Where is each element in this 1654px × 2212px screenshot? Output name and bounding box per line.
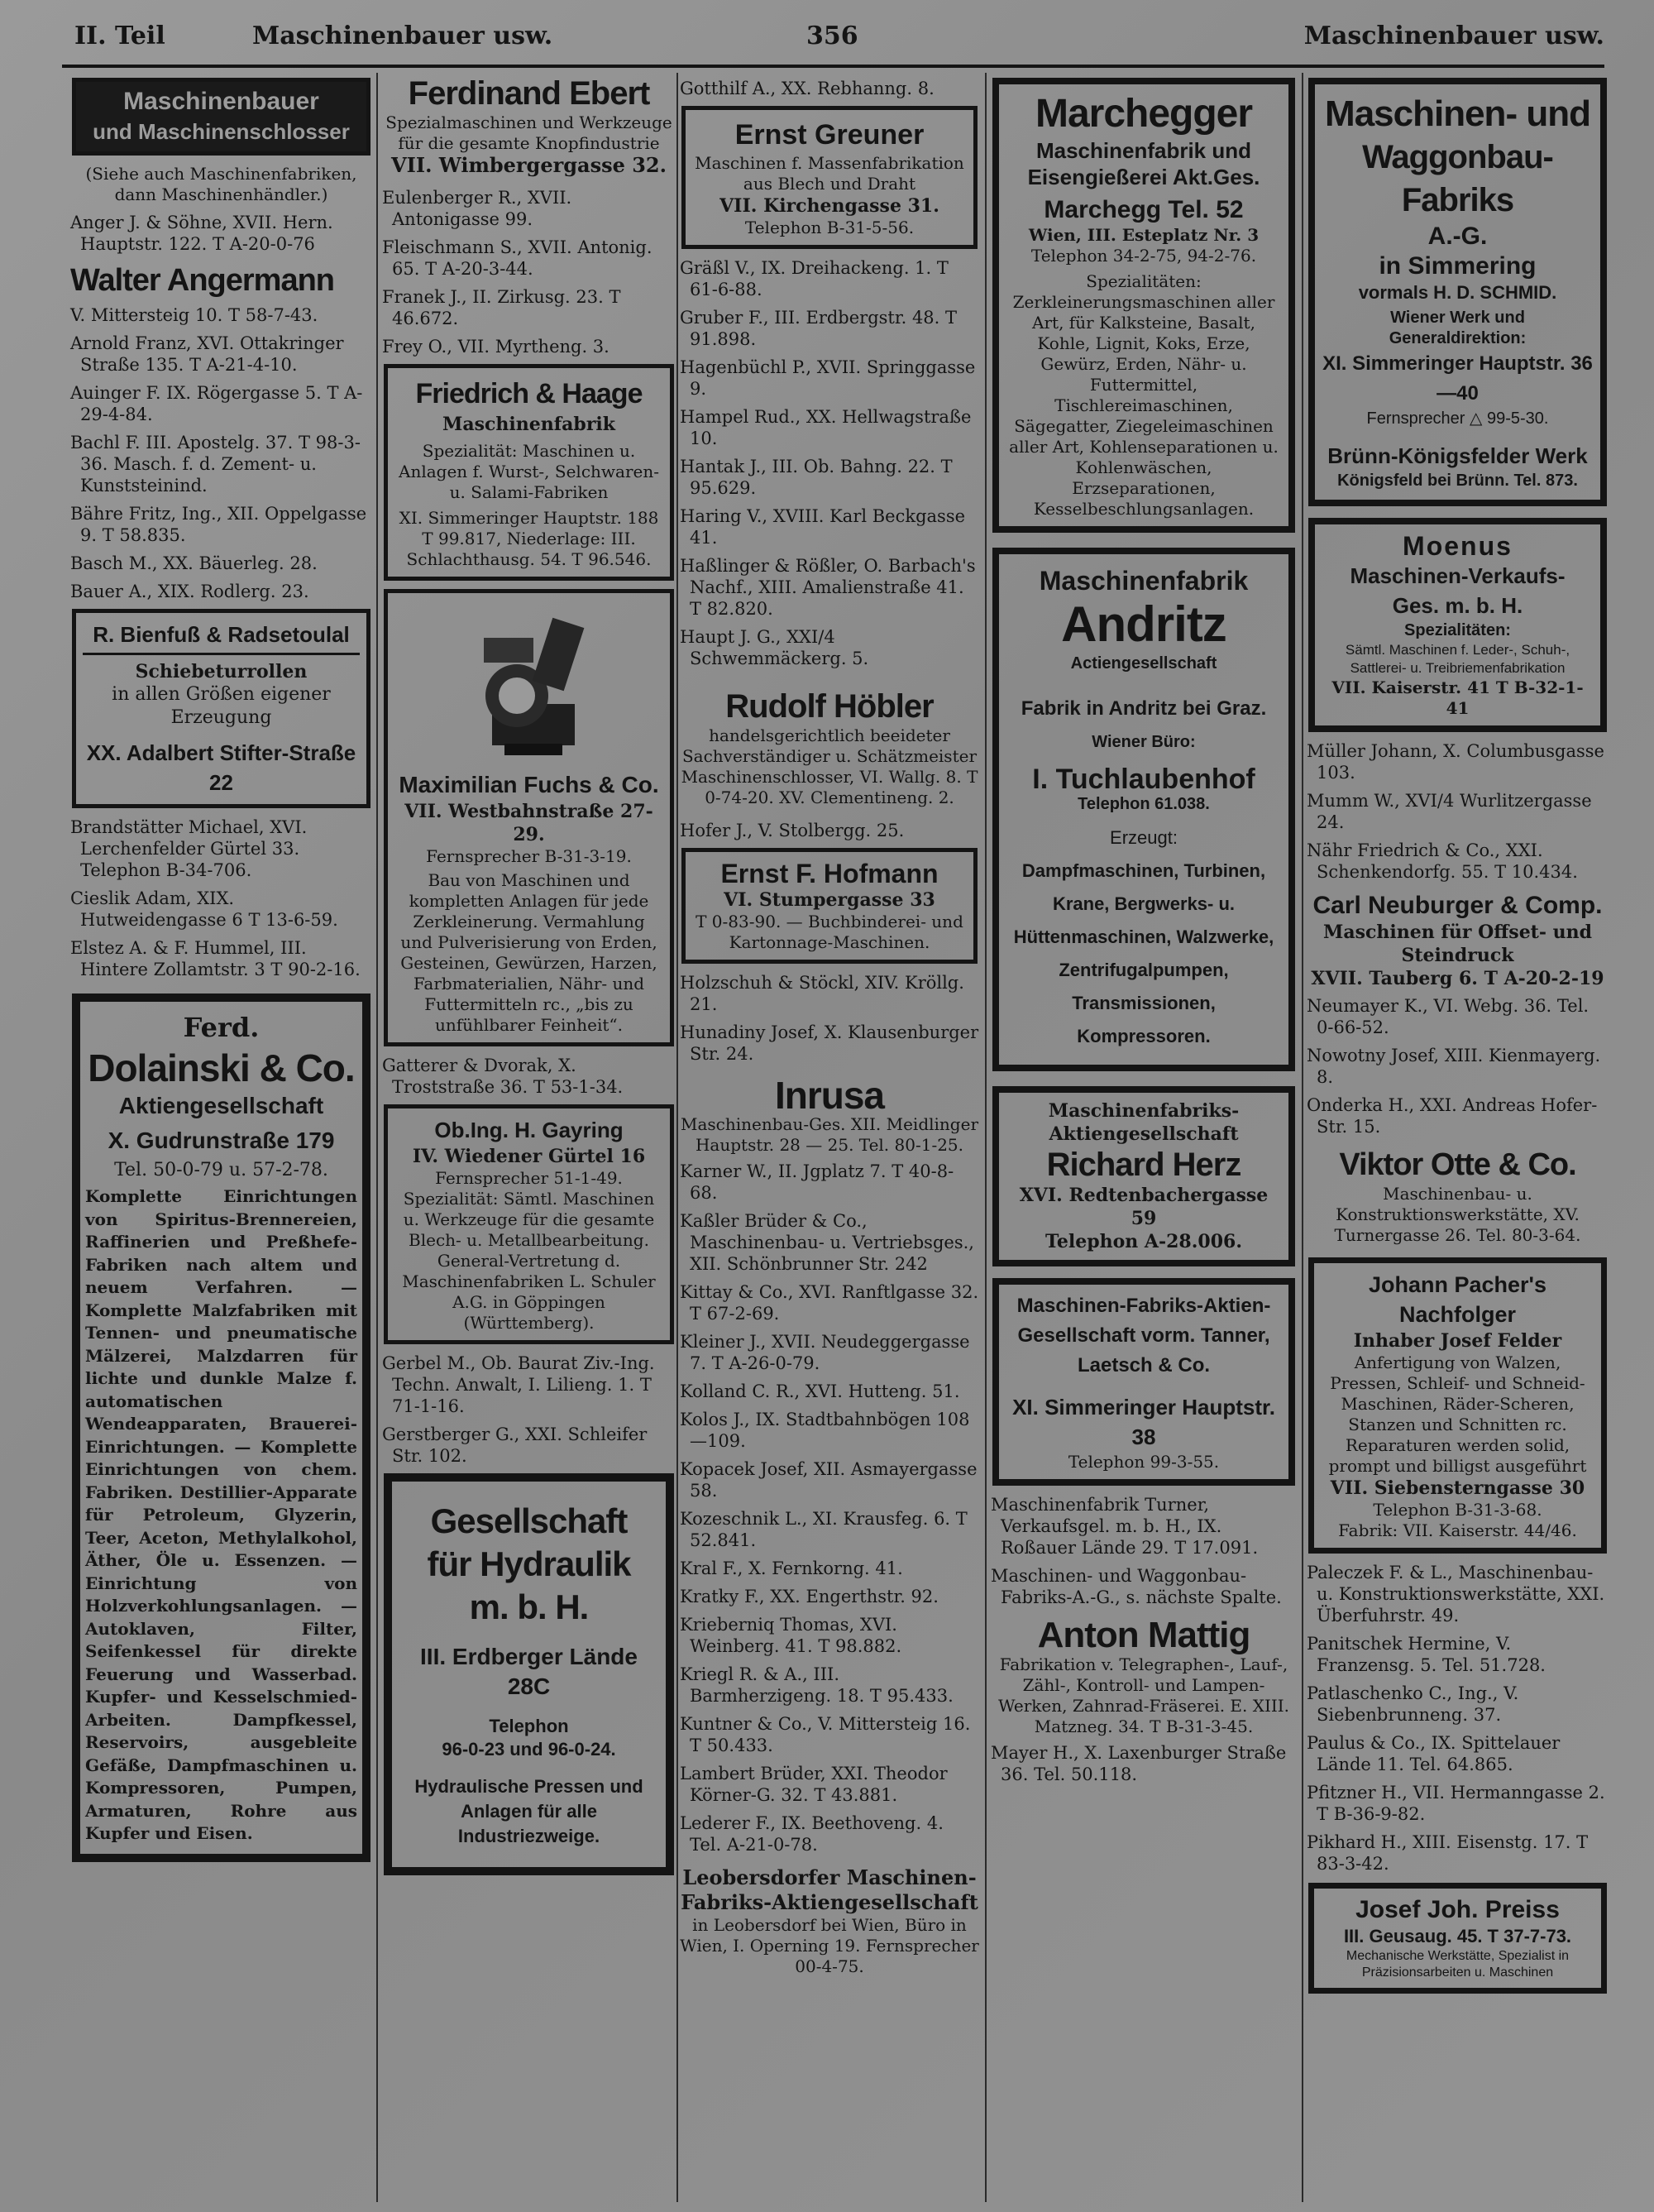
- listing-entry: Kolland C. R., XVI. Hutteng. 51.: [680, 1381, 960, 1401]
- advert-address: XI. Simmeringer Hauptstr. 36—40: [1322, 352, 1593, 405]
- advert-name: Leobersdorfer Maschinen-Fabriks-Aktiengesellschaft: [681, 1865, 978, 1914]
- advert-mattig: [991, 1616, 1297, 1737]
- listing-entry: Gerstberger G., XXI. Schleifer Str. 102.: [382, 1424, 648, 1466]
- listing-entry: Gräßl V., IX. Dreihackeng. 1. T 61-6-88.: [680, 258, 949, 299]
- advert-name: Maschinen- und: [1325, 93, 1590, 134]
- column-rule: [1302, 73, 1303, 2202]
- advert-text: Spezialitäten: Zerkleinerungsmaschinen aller Art, für Kalksteine, Basalt, Kohle, Lignit, Koks, Erze, Gewürz, Erden, Nähr- u. Futtermittel, Tischlereimaschinen, Sägegatter, Ziegeleimaschinen aller Art, Kohlenseparationen u. Kohlenwäschen, Erzseparationen, Kesselbeschlungsanlagen.: [1009, 271, 1279, 519]
- advert-text: Mechanische Werkstätte, Spezialist in Präzisionsarbeiten u. Maschinen: [1346, 1949, 1570, 1980]
- listing-entry: Neumayer K., VI. Webg. 36. Tel. 0-66-52.: [1307, 996, 1589, 1037]
- listing-entry: Elstez A. & F. Hummel, III. Hintere Zollamtstr. 3 T 90-2-16.: [70, 938, 361, 979]
- advert-text: in Leobersdorf bei Wien, Büro in Wien, I. Operning 19. Fernsprecher 00-4-75.: [680, 1915, 979, 1976]
- advert-address: Fabrik: VII. Kaiserstr. 44/46.: [1338, 1520, 1577, 1540]
- advert-name: Rudolf Höbler: [725, 688, 934, 725]
- listing-entry: Kopacek Josef, XII. Asmayergasse 58.: [680, 1459, 978, 1501]
- listing-entry: Haßlinger & Rößler, O. Barbach's Nachf., XIII. Amalienstraße 41. T 82.820.: [680, 556, 976, 619]
- listing-entry: Patlaschenko C., Ing., V. Siebenbrunneng. 37.: [1307, 1683, 1519, 1725]
- column-1: [70, 73, 372, 2202]
- advert-name: Carl Neuburger & Comp.: [1312, 892, 1603, 919]
- advert-friedrich-haage: [384, 364, 674, 581]
- advert-text: Maschinenbau- u. Konstruktionswerkstätte, XV. Turnergasse 26. Tel. 80-3-64.: [1334, 1184, 1581, 1245]
- advert-address: VII. Westbahnstraße 27-29.: [404, 801, 653, 845]
- advert-text: Maschinen f. Massenfabrikation aus Blech und Draht: [695, 153, 964, 194]
- advert-phone: Fernsprecher △ 99-5-30.: [1366, 409, 1549, 428]
- advert-otte: [1307, 1146, 1609, 1246]
- advert-fuchs: [384, 589, 674, 1046]
- part-label: II. Teil: [74, 22, 165, 50]
- advert-address: XI. Simmeringer Hauptstr. 38: [1012, 1395, 1275, 1449]
- advert-address: XI. Simmeringer Hauptstr. 188: [399, 508, 659, 528]
- advert-phone: Fernsprecher B-31-3-19.: [426, 846, 632, 866]
- listing-entry: Franek J., II. Zirkusg. 23. T 46.672.: [382, 287, 621, 328]
- page-header: [74, 18, 1604, 60]
- listing-entry: Panitschek Hermine, V. Franzensg. 5. Tel. 51.728.: [1307, 1634, 1546, 1675]
- listing-entry: Kaßler Brüder & Co., Maschinenbau- u. Vertriebsges., XII. Schönbrunner Str. 242: [680, 1211, 974, 1274]
- listing-entry: Brandstätter Michael, XVI. Lerchenfelder Gürtel 33. Telephon B-34-706.: [70, 817, 308, 880]
- column-4: [991, 73, 1297, 2202]
- advert-address: VII. Kaiserstr. 41 T B-32-1-41: [1331, 677, 1584, 718]
- advert-text: Maschinenfabrik: [1039, 566, 1249, 596]
- advert-phone: Fernsprecher 51-1-49.: [435, 1168, 623, 1188]
- listing-entry: Krieberniq Thomas, XVI. Weinberg. 41. T 98.882.: [680, 1615, 902, 1656]
- advert-text: in allen Größen eigener Erzeugung: [112, 684, 331, 728]
- listing-entry: Holzschuh & Stöckl, XIV. Kröllg. 21.: [680, 973, 964, 1014]
- advert-marchegger: [992, 78, 1295, 533]
- listing-entry: Hampel Rud., XX. Hellwagstraße 10.: [680, 407, 972, 448]
- listing-entry: Maschinenfabrik Turner, Verkaufsgel. m. b. H., IX. Roßauer Lände 29. T 17.091.: [991, 1495, 1259, 1558]
- advert-name: Moenus: [1403, 531, 1513, 561]
- advert-name: Marchegger: [1035, 92, 1253, 136]
- advert-phone: Telephon 34-2-75, 94-2-76.: [1030, 246, 1257, 266]
- listing-entry: Gotthilf A., XX. Rebhanng. 8.: [680, 79, 935, 98]
- listing-entry: Kittay & Co., XVI. Ranftlgasse 32. T 67-2-69.: [680, 1282, 979, 1324]
- advert-name: Maschinen-Verkaufs-: [1350, 563, 1566, 588]
- advert-phone: 96-0-23 und 96-0-24.: [442, 1739, 616, 1760]
- advert-text: Wiener Werk und Generaldirektion:: [1389, 309, 1527, 347]
- advert-phone: Telephon B-31-5-56.: [744, 218, 915, 237]
- advert-hoebler: [680, 687, 979, 808]
- advert-neuburger: [1307, 891, 1609, 990]
- machine-illustration: [459, 605, 600, 762]
- advert-name: Waggonbau-Fabriks: [1362, 139, 1553, 218]
- advert-phone: Telephon A-28.006.: [1045, 1231, 1242, 1252]
- advert-herz: [992, 1086, 1295, 1266]
- listing-entry: Kral F., X. Fernkorng. 41.: [680, 1558, 903, 1578]
- advert-text: Maschinenfabriks-Aktiengesellschaft: [1048, 1100, 1240, 1145]
- advert-text: Ferd.: [183, 1012, 260, 1043]
- section-heading: [72, 78, 370, 156]
- listing-entry: Kolos J., IX. Stadtbahnbögen 108—109.: [680, 1410, 970, 1451]
- advert-text: Maschinenfabrik und Eisengießerei Akt.Ges.: [1027, 138, 1260, 189]
- advert-name: Maschinen-Fabriks-Aktien-: [1016, 1295, 1271, 1317]
- advert-name: Ferdinand Ebert: [408, 75, 650, 112]
- listing-entry: Hantak J., III. Ob. Bahng. 22. T 95.629.: [680, 457, 953, 498]
- listing-entry: Gerbel M., Ob. Baurat Ziv.-Ing. Techn. Anwalt, I. Lilieng. 1. T 71-1-16.: [382, 1353, 655, 1416]
- advert-address: VII. Siebensterngasse 30: [1330, 1477, 1585, 1499]
- advert-address: X. Gudrunstraße 179: [108, 1128, 335, 1153]
- header-rule: [62, 65, 1604, 68]
- listing-entry: Haring V., XVIII. Karl Beckgasse 41.: [680, 506, 966, 548]
- advert-name: Josef Joh. Preiss: [1355, 1896, 1560, 1923]
- listing-entry: Arnold Franz, XVI. Ottakringer Straße 135. T A-21-4-10.: [70, 333, 344, 375]
- advert-text: Actiengesellschaft: [1070, 654, 1217, 673]
- listing-entry: Anger J. & Söhne, XVII. Hern. Hauptstr. 122. T A-20-0-76: [70, 213, 333, 254]
- listing-entry: Pikhard H., XIII. Eisenstg. 17. T 83-3-42.: [1307, 1832, 1589, 1874]
- advert-text: Telephon: [489, 1716, 569, 1736]
- advert-hydraulik: [384, 1473, 674, 1875]
- advert-name: Ernst Greuner: [734, 119, 925, 151]
- listing-entry: Kleiner J., XVII. Neudeggergasse 7. T A-26-0-79.: [680, 1332, 970, 1373]
- listing-entry: Mayer H., X. Laxenburger Straße 36. Tel. 50.118.: [991, 1743, 1287, 1784]
- advert-pacher: [1308, 1257, 1607, 1554]
- advert-address: VII. Kirchengasse 31.: [719, 195, 939, 217]
- listing-entry: Maschinen- und Waggonbau-Fabriks-A.-G., s. nächste Spalte.: [991, 1566, 1282, 1607]
- advert-text: Sämtl. Maschinen f. Leder-, Schuh-, Sattlerei- u. Treibriemenfabrikation: [1345, 642, 1570, 676]
- listing-entry: Auinger F. IX. Rögergasse 5. T A-29-4-84.: [70, 383, 363, 424]
- advert-moenus: [1308, 518, 1607, 732]
- advert-text: Spezialität: Sämtl. Maschinen u. Werkzeuge für die gesamte Blech- u. Metallbearbeitung. General-Vertretung d. Maschinenfabriken L. Schuler A.G. in Göppingen (Württemberg).: [402, 1189, 656, 1333]
- advert-address: V. Mittersteig 10. T 58-7-43.: [70, 305, 318, 325]
- advert-phone: Telephon 99-3-55.: [1068, 1452, 1220, 1472]
- advert-name: für Hydraulik: [427, 1544, 631, 1583]
- listing-entry: Basch M., XX. Bäuerleg. 28.: [70, 553, 318, 573]
- advert-text: Maschinen für Offset- und Steindruck: [1322, 922, 1593, 966]
- advert-text: Wiener Büro:: [1092, 733, 1196, 751]
- advert-name: Inrusa: [774, 1074, 885, 1117]
- advert-name: Anton Mattig: [1037, 1615, 1250, 1655]
- listing-entry: Frey O., VII. Myrtheng. 3.: [382, 337, 609, 357]
- advert-name: m. b. H.: [469, 1587, 589, 1626]
- listing-entry: Nowotny Josef, XIII. Kienmayerg. 8.: [1307, 1046, 1601, 1087]
- listing-entry: Hagenbüchl P., XVII. Springgasse 9.: [680, 357, 976, 399]
- advert-text: Komplette Einrichtungen von Spiritus-Brennereien, Raffinerien und Preßhefe-Fabriken nach altem und neuem Verfahren. — Komplette Malzfabriken mit Tennen- und pneumatische Mälzerei, Malzdarren für lichte und dunkle Malze f. automatischen Wendeapparaten, Brauerei-Einrichtungen. — Komplette Einrichtungen von chem. Fabriken. Destillier-Apparate für Petroleum, Glyzerin, Teer, Aceton, Methylalkohol, Äther, Öle u. Essenzen. — Einrichtung von Holzverkohlungsanlagen. — Autoklaven, Filter, Seifenkessel für direkte Feuerung und Wasserbad. Kupfer- und Kesselschmied-Arbeiten. Dampfkessel, Reservoirs, ausgebleite Gefäße, Dampfmaschinen u. Kompressoren, Pumpen, Armaturen, Rohre aus Kupfer und Eisen.: [85, 1186, 357, 1843]
- listing-entry: Kuntner & Co., V. Mittersteig 16. T 50.433.: [680, 1714, 971, 1755]
- advert-address: Königsfeld bei Brünn. Tel. 873.: [1337, 472, 1578, 490]
- left-running-title: Maschinenbauer usw.: [252, 22, 553, 50]
- advert-name: A.-G.: [1427, 223, 1488, 250]
- advert-inrusa: [680, 1076, 979, 1156]
- advert-name: Gesellschaft vorm. Tanner,: [1017, 1324, 1270, 1347]
- advert-waggonbau: [1308, 78, 1607, 506]
- advert-address: XVI. Redtenbachergasse 59: [1019, 1185, 1269, 1229]
- advert-text: Bau von Maschinen und kompletten Anlagen für jede Zerkleinerung. Vermahlung und Pulverisierung von Erden, Gesteinen, Gewürzen, Harzen, Farbmaterialien, Nähr- und Futtermitteln rc., „bis zu unfühlbarer Feinheit“.: [400, 870, 657, 1035]
- advert-name: Walter Angermann: [70, 263, 335, 298]
- advert-address: XVII. Tauberg 6. T A-20-2-19: [1311, 968, 1604, 989]
- listing-entry: Lederer F., IX. Beethoveng. 4. Tel. A-21-0-78.: [680, 1813, 944, 1855]
- listing-entry: Gatterer & Dvorak, X. Troststraße 36. T 53-1-34.: [382, 1056, 624, 1097]
- advert-gayring: [384, 1104, 674, 1344]
- column-2: [382, 73, 676, 2202]
- listing-entry: Nähr Friedrich & Co., XXI. Schenkendorfg. 55. T 10.434.: [1307, 840, 1578, 882]
- advert-text: Dampfmaschinen, Turbinen, Krane, Bergwerks- u. Hüttenmaschinen, Walzwerke, Zentrifugalpumpen, Transmissionen, Kompressoren.: [1013, 860, 1274, 1046]
- advert-address: Wien, III. Esteplatz Nr. 3: [1028, 225, 1260, 245]
- advert-name: Ob.Ing. H. Gayring: [434, 1118, 624, 1142]
- listing-entry: Cieslik Adam, XIX. Hutweidengasse 6 T 13-6-59.: [70, 888, 338, 930]
- advert-text: vormals H. D. SCHMID.: [1358, 282, 1557, 303]
- see-also-note: (Siehe auch Maschinenfabriken, dann Maschinenhändler.): [85, 164, 357, 204]
- advert-text: Brünn-Königsfelder Werk: [1327, 443, 1588, 468]
- column-3: [680, 73, 979, 2202]
- column-rule: [676, 73, 678, 2202]
- listing-entry: Fleischmann S., XVII. Antonig. 65. T A-20-3-44.: [382, 237, 653, 279]
- advert-text: Erzeugt:: [1110, 827, 1178, 848]
- advert-address: IV. Wiedener Gürtel 16: [412, 1146, 646, 1167]
- advert-ebert: [384, 73, 674, 179]
- listing-entry: Paulus & Co., IX. Spittelauer Lände 11. Tel. 64.865.: [1307, 1733, 1561, 1774]
- listing-entry: Mumm W., XVI/4 Wurlitzergasse 24.: [1307, 791, 1592, 832]
- listing-entry: Bachl F. III. Apostelg. 37. T 98-3-36. Masch. f. d. Zement- u. Kunststeinind.: [70, 433, 361, 496]
- advert-text: Maschinenfabrik: [442, 414, 616, 435]
- advert-name: Gesellschaft: [430, 1501, 628, 1540]
- listing-entry: Karner W., II. Jgplatz 7. T 40-8-68.: [680, 1161, 954, 1203]
- advert-name: Ges. m. b. H.: [1392, 593, 1523, 618]
- column-5: [1307, 73, 1609, 2202]
- advert-name: Andritz: [1061, 596, 1226, 652]
- listing-entry: Paleczek F. & L., Maschinenbau- u. Konstruktionswerkstätte, XXI. Überfuhrstr. 49.: [1307, 1563, 1605, 1625]
- advert-preiss: [1308, 1883, 1607, 1994]
- advert-text: Maschinenbau-Ges. XII. Meidlinger Hauptstr. 28 — 25. Tel. 80-1-25.: [680, 1114, 979, 1155]
- listing-entry: Gruber F., III. Erdbergstr. 48. T 91.898.: [680, 308, 958, 349]
- advert-greuner: [681, 106, 978, 249]
- advert-name: R. Bienfuß & Radsetoulal: [83, 620, 360, 655]
- advert-text: Schiebeturrollen: [135, 661, 308, 682]
- advert-text: Anfertigung von Walzen, Pressen, Schleif- und Schneid-Maschinen, Räder-Scheren, Stanzen und Schnitten rc. Reparaturen werden solid, prompt und billigst ausgeführt: [1328, 1353, 1587, 1476]
- listing-entry: Pfitzner H., VII. Hermanngasse 2. T B-36-9-82.: [1307, 1783, 1605, 1824]
- advert-dolainski: [72, 993, 370, 1862]
- listing-entry: Müller Johann, X. Columbusgasse 103.: [1307, 741, 1604, 783]
- section-subtitle: und Maschinenschlosser: [93, 119, 350, 144]
- advert-name: Dolainski & Co.: [88, 1046, 355, 1089]
- advert-text: T 0-83-90. — Buchbinderei- und Kartonnage-Maschinen.: [696, 912, 963, 952]
- advert-hofmann: [681, 848, 978, 964]
- advert-name: Richard Herz: [1046, 1147, 1241, 1183]
- listing-entry: Kratky F., XX. Engerthstr. 92.: [680, 1587, 939, 1606]
- advert-text: Fabrikation v. Telegraphen-, Lauf-, Zähl-, Kontroll- und Lampen-Werken, Zahnrad-Fräserei. E. XIII. Matzneg. 34. T B-31-3-45.: [997, 1654, 1290, 1736]
- column-rule: [376, 73, 378, 2202]
- right-running-title: Maschinenbauer usw.: [1303, 22, 1604, 50]
- advert-phone: Telephon B-31-3-68.: [1373, 1500, 1542, 1520]
- advert-text: Marchegg Tel. 52: [1044, 196, 1244, 223]
- advert-text: Inhaber Josef Felder: [1353, 1330, 1562, 1352]
- advert-phone: Telephon 61.038.: [1078, 795, 1210, 813]
- advert-name: Friedrich & Haage: [415, 378, 643, 409]
- listing-entry: Eulenberger R., XVII. Antonigasse 99.: [382, 188, 572, 229]
- advert-address: III. Erdberger Lände 28C: [420, 1644, 638, 1699]
- advert-tanner: [992, 1278, 1295, 1486]
- advert-andritz: [992, 548, 1295, 1071]
- listing-entry: Bähre Fritz, Ing., XII. Oppelgasse 9. T 58.835.: [70, 504, 367, 545]
- section-title: Maschinenbauer: [123, 88, 319, 115]
- advert-name: Ernst F. Hofmann: [720, 859, 939, 888]
- advert-name: Viktor Otte & Co.: [1339, 1147, 1576, 1182]
- page-number: 356: [806, 22, 858, 50]
- advert-name: Maximilian Fuchs & Co.: [399, 772, 659, 797]
- advert-text: Spezialitäten:: [1404, 621, 1511, 639]
- listing-entry: Haupt J. G., XXI/4 Schwemmäckerg. 5.: [680, 627, 869, 668]
- advert-leobersdorf: [680, 1865, 979, 1977]
- advert-text: Spezialmaschinen und Werkzeuge für die gesamte Knopfindustrie: [385, 113, 672, 153]
- advert-text: handelsgerichtlich beeideter Sachverständiger u. Schätzmeister Maschinenschlosser, VI. Wallg. 8. T 0-74-20. XV. Clementineng. 2.: [681, 725, 978, 807]
- advert-address: I. Tuchlaubenhof: [1032, 764, 1255, 795]
- advert-text: Aktiengesellschaft: [118, 1093, 324, 1118]
- listing-entry: Onderka H., XXI. Andreas Hofer-Str. 15.: [1307, 1095, 1598, 1137]
- listing-entry: Kozeschnik L., XI. Krausfeg. 6. T 52.841.: [680, 1509, 968, 1550]
- advert-bienfuss: [72, 609, 370, 808]
- listing-entry: Lambert Brüder, XXI. Theodor Körner-G. 32. T 43.881.: [680, 1764, 948, 1805]
- listing-entry: Hunadiny Josef, X. Klausenburger Str. 24.: [680, 1022, 979, 1064]
- advert-text: Spezialität: Maschinen u. Anlagen f. Wurst-, Selchwaren- u. Salami-Fabriken: [399, 441, 659, 502]
- listing-entry: Bauer A., XIX. Rodlerg. 23.: [70, 582, 309, 601]
- advert-address: VI. Stumpergasse 33: [724, 889, 935, 911]
- column-rule: [985, 73, 987, 2202]
- advert-address: VII. Wimbergergasse 32.: [391, 153, 667, 177]
- advert-name: Laetsch & Co.: [1077, 1354, 1211, 1377]
- advert-address: XX. Adalbert Stifter-Straße 22: [86, 740, 356, 795]
- advert-text: Fabrik in Andritz bei Graz.: [1021, 697, 1267, 720]
- advert-phone: T 99.817, Niederlage: III. Schlachthausg. 54. T 96.546.: [406, 529, 652, 569]
- advert-text: Hydraulische Pressen und Anlagen für alle Industriezweige.: [414, 1776, 643, 1846]
- advert-address: III. Geusaug. 45. T 37-7-73.: [1343, 1926, 1572, 1946]
- advert-name: Johann Pacher's Nachfolger: [1369, 1272, 1546, 1327]
- advert-text: in Simmering: [1379, 252, 1537, 280]
- advert-phone: Tel. 50-0-79 u. 57-2-78.: [114, 1160, 328, 1180]
- listing-entry: Hofer J., V. Stolbergg. 25.: [680, 821, 905, 840]
- listing-entry: Kriegl R. & A., III. Barmherzigeng. 18. T 95.433.: [680, 1664, 954, 1706]
